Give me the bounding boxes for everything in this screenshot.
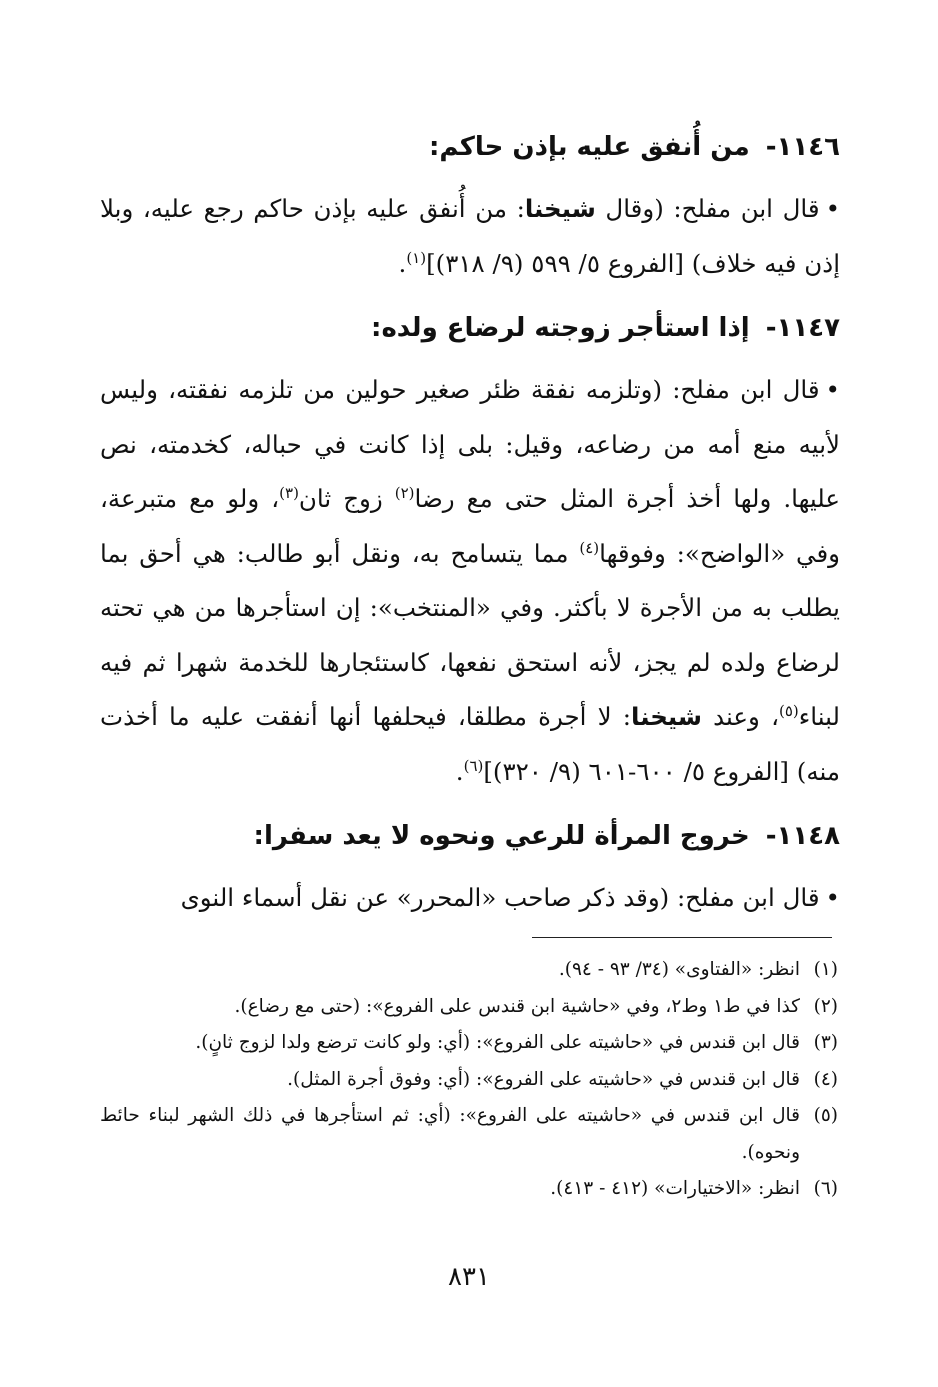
paragraph-text: قال ابن مفلح: (وقال xyxy=(595,194,820,223)
footnote-text: قال ابن قندس في «حاشيته على الفروع»: (أي: وفوق أجرة المثل). xyxy=(287,1068,800,1090)
footnote-number: (٤) xyxy=(813,1068,838,1090)
section-paragraph xyxy=(100,871,840,926)
footnote-item xyxy=(100,1171,838,1208)
footnote-number: (٦) xyxy=(813,1178,838,1199)
paragraph-text: قال ابن مفلح: (وقد ذكر صاحب «المحرر» عن نقل أسماء النوى xyxy=(180,883,820,912)
paragraph-text: : من أُنفق عليه بإذن حاكم رجع عليه، وبلا إذن فيه خلاف) [الفروع ٥/ ٥٩٩ (٩/ ٣١٨)] xyxy=(100,194,840,278)
paragraph-text: قال ابن مفلح: (وتلزمه نفقة ظئر صغير حولين من تلزمه نفقته، وليس لأبيه منع أمه من رضاعه، وقيل: بلى إذا كانت في حباله، كخدمته، نص عليها. ولها أخذ أجرة المثل حتى مع رضا xyxy=(100,375,840,513)
footnote-divider xyxy=(532,937,832,938)
main-text xyxy=(100,118,840,934)
footnote-item xyxy=(100,1025,838,1062)
paragraph-text: . xyxy=(398,248,407,278)
footnote-item xyxy=(100,1098,838,1171)
section-heading xyxy=(100,118,840,176)
bullet-icon: • xyxy=(825,883,840,912)
footnote-item xyxy=(100,989,838,1026)
page-number: ٨٣١ xyxy=(448,1262,490,1292)
section-number: ١١٤٦- xyxy=(765,132,840,162)
footnote-ref[interactable]: (١) xyxy=(406,248,427,267)
footnote-ref[interactable]: (٢) xyxy=(394,483,415,502)
section-number: ١١٤٨- xyxy=(765,821,840,851)
footnote-ref[interactable]: (٣) xyxy=(279,483,299,502)
footnote-text: انظر: «الاختيارات» (٤١٢ - ٤١٣). xyxy=(550,1178,800,1199)
footnote-text: قال ابن قندس في «حاشيته على الفروع»: (أي: ولو كانت ترضع ولدا لزوج ثانٍ). xyxy=(195,1032,800,1053)
section-paragraph xyxy=(100,363,840,799)
section-title: من أُنفق عليه بإذن حاكم: xyxy=(428,132,750,162)
footnote-item xyxy=(100,952,838,989)
bold-term: شيخنا xyxy=(524,194,596,223)
footnote-text: قال ابن قندس في «حاشيته على الفروع»: (أي: ثم استأجرها في ذلك الشهر لبناء حائط ونحوه). xyxy=(100,1105,800,1163)
section-title: إذا استأجر زوجته لرضاع ولده: xyxy=(371,313,750,343)
section-title: خروج المرأة للرعي ونحوه لا يعد سفرا: xyxy=(253,821,750,851)
section-paragraph xyxy=(100,182,840,291)
footnote-number: (٣) xyxy=(813,1032,838,1053)
footnote-item xyxy=(100,1062,838,1099)
footnote-number: (٥) xyxy=(813,1105,838,1126)
paragraph-text: ، ولو مع متبرعة، وفي «الواضح»: وفوقها xyxy=(100,484,840,568)
bullet-icon: • xyxy=(825,194,841,223)
section-number: ١١٤٧- xyxy=(765,313,840,343)
paragraph-text: زوج ثان xyxy=(298,484,395,513)
footnote-number: (١) xyxy=(813,959,838,980)
section-heading xyxy=(100,807,840,865)
footnote-ref[interactable]: (٤) xyxy=(579,538,600,557)
footnote-text: كذا في ط١ وط٢، وفي «حاشية ابن قندس على الفروع»: (حتى مع رضاع). xyxy=(234,995,800,1017)
footnote-text: انظر: «الفتاوى» (٣٤/ ٩٣ - ٩٤). xyxy=(558,959,800,980)
section-heading xyxy=(100,299,840,357)
paragraph-text: مما يتسامح به، ونقل أبو طالب: هي أحق بما يطلب به من الأجرة لا بأكثر. وفي «المنتخب»: إن استأجرها من هي تحته لرضاع ولده لم يجز، لأنه استحق نفعها، كاستئجارها للخدمة شهرا ثم فيه لبناء xyxy=(100,538,841,731)
footnote-number: (٢) xyxy=(813,995,838,1017)
footnote-ref[interactable]: (٦) xyxy=(463,756,484,775)
paragraph-text: : لا أجرة مطلقا، فيحلفها أنها أنفقت عليه ما أخذت منه) [الفروع ٥/ ٦٠٠-٦٠١ (٩/ ٣٢٠)] xyxy=(100,702,840,786)
bold-term: شيخنا xyxy=(631,702,702,731)
footnote-ref[interactable]: (٥) xyxy=(778,701,799,720)
paragraph-text: ، وعند xyxy=(702,702,779,731)
footnotes xyxy=(100,952,838,1208)
paragraph-text: . xyxy=(455,756,464,786)
bullet-icon: • xyxy=(825,375,840,404)
